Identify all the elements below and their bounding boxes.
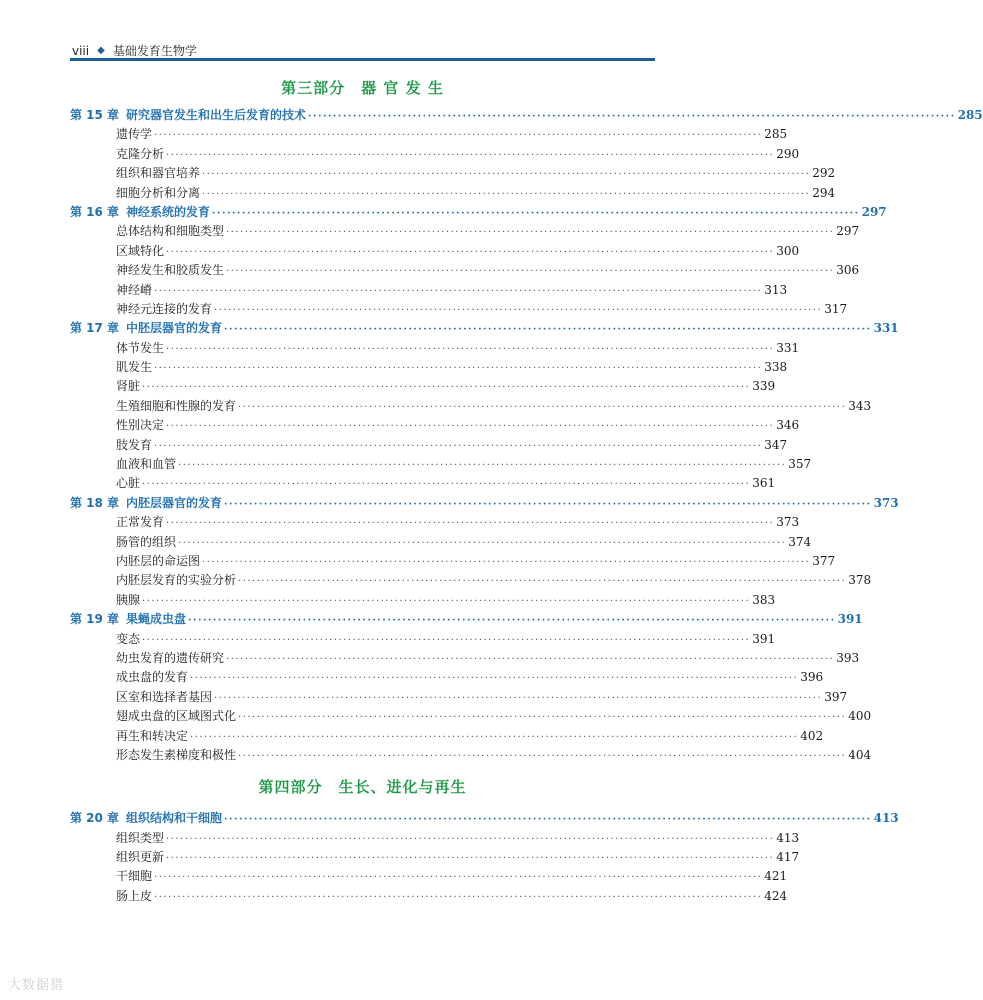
section-entry[interactable] [70,125,788,144]
dot-leader: ·································································································································· [166,833,775,845]
dot-leader: ·································································································································· [166,518,775,530]
dot-leader: ·································································································································· [214,692,823,704]
chapter-title: 神经系统的发育 [126,204,211,219]
chapter-entry[interactable] [70,106,983,125]
section-title: 生殖细胞和性腺的发育 [116,398,237,413]
dot-leader: ·································································································································· [166,343,775,355]
section-title: 总体结构和细胞类型 [116,224,225,239]
section-entry[interactable] [70,397,872,416]
dot-leader: ·································································································································· [154,285,763,297]
section-title: 组织类型 [116,830,165,845]
dot-leader: ·································································································································· [154,440,763,452]
section-page-number: 357 [788,457,812,472]
section-title: 内胚层的命运图 [116,553,201,568]
section-title: 体节发生 [116,340,165,355]
dot-leader: ·································································································································· [214,304,823,316]
section-page-number: 404 [848,747,872,762]
dot-leader: ·································································································································· [154,363,763,375]
diamond-icon: ◆ [97,45,105,56]
dot-leader: ·································································································································· [178,460,787,472]
dot-leader: ·································································································································· [166,853,775,865]
dot-leader: ·································································································································· [308,111,956,122]
part-title: 第四部分 生长、进化与再生 [258,778,467,797]
section-entry[interactable] [70,184,836,203]
section-entry[interactable] [70,688,848,707]
chapter-entry[interactable] [70,203,887,222]
chapter-title: 中胚层器官的发育 [126,321,223,336]
section-entry[interactable] [70,281,788,300]
dot-leader: ·································································································································· [202,188,811,200]
section-entry[interactable] [70,867,788,886]
section-page-number: 300 [776,243,800,258]
section-entry[interactable] [70,436,788,455]
section-entry[interactable] [70,533,812,552]
watermark: 大数据猎 [8,978,65,993]
dot-leader: ·································································································································· [226,653,835,665]
section-page-number: 294 [812,185,836,200]
chapter-page-number: 373 [873,495,899,510]
section-entry[interactable] [70,746,872,765]
section-title: 内胚层发育的实验分析 [116,573,237,588]
section-entry[interactable] [70,552,836,571]
running-head [72,42,197,59]
section-title: 变态 [116,631,141,646]
dot-leader: ·································································································································· [178,537,787,549]
dot-leader: ·································································································································· [142,382,751,394]
dot-leader: ·································································································································· [202,556,811,568]
section-page-number: 413 [776,830,800,845]
dot-leader: ·································································································································· [226,266,835,278]
section-entry[interactable] [70,474,776,493]
section-page-number: 396 [800,670,824,685]
dot-leader: ·································································································································· [202,169,811,181]
chapter-entry[interactable] [70,610,863,629]
chapter-page-number: 297 [861,204,887,219]
section-entry[interactable] [70,222,860,241]
chapter-number: 第 19 章 [70,612,120,627]
section-title: 遗传学 [116,127,153,142]
part-title: 第三部分 器 官 发 生 [281,79,444,97]
section-title: 神经嵴 [116,282,153,297]
chapter-title: 果蝇成虫盘 [126,612,187,627]
section-page-number: 290 [776,146,800,161]
section-title: 性别决定 [116,418,165,433]
dot-leader: ·································································································································· [238,750,847,762]
section-title: 组织和器官培养 [116,166,201,181]
chapter-page-number: 391 [837,612,863,627]
chapter-number: 第 15 章 [70,108,120,122]
dot-leader: ·································································································································· [166,149,775,161]
chapter-number: 第 16 章 [70,204,120,219]
dot-leader: ·································································································································· [142,634,751,646]
book-title: 基础发育生物学 [112,44,197,58]
section-page-number: 374 [788,534,812,549]
section-entry[interactable] [70,630,776,649]
section-page-number: 346 [776,418,800,433]
dot-leader: ·································································································································· [226,227,835,239]
dot-leader: ·································································································································· [238,712,847,724]
dot-leader: ·································································································································· [190,673,799,685]
section-page-number: 377 [812,553,836,568]
section-entry[interactable] [70,242,800,261]
section-entry[interactable] [70,377,776,396]
section-entry[interactable] [70,339,800,358]
section-title: 组织更新 [116,850,165,865]
dot-leader: ·································································································································· [224,814,872,826]
section-entry[interactable] [70,668,824,687]
section-entry[interactable] [70,591,776,610]
chapter-entry[interactable] [70,809,899,828]
chapter-number: 第 18 章 [70,495,120,510]
section-entry[interactable] [70,727,824,746]
section-page-number: 297 [836,224,860,239]
section-entry[interactable] [70,416,800,435]
section-page-number: 402 [800,728,824,743]
section-title: 肌发生 [116,360,153,375]
dot-leader: ·································································································································· [190,731,799,743]
section-entry[interactable] [70,455,812,474]
section-entry[interactable] [70,571,872,590]
section-entry[interactable] [70,887,788,906]
chapter-page-number: 331 [873,321,899,336]
dot-leader: ·································································································································· [212,207,860,219]
chapter-page-number: 285 [957,108,983,122]
chapter-number: 第 17 章 [70,321,120,336]
section-entry[interactable] [70,164,836,183]
section-page-number: 421 [764,869,788,884]
section-title: 正常发育 [116,515,165,530]
section-page-number: 343 [848,398,872,413]
section-page-number: 292 [812,166,836,181]
section-entry[interactable] [70,829,800,848]
chapter-title: 组织结构和干细胞 [126,811,223,826]
section-entry[interactable] [70,707,872,726]
header-rule [70,58,655,61]
dot-leader: ·································································································································· [166,246,775,258]
section-title: 神经发生和胶质发生 [116,263,225,278]
section-title: 区域特化 [116,243,165,258]
dot-leader: ·································································································································· [166,421,775,433]
section-page-number: 373 [776,515,800,530]
section-page-number: 393 [836,650,860,665]
section-title: 神经元连接的发育 [116,301,213,316]
dot-leader: ·································································································································· [154,872,763,884]
section-page-number: 317 [824,301,848,316]
section-title: 成虫盘的发育 [116,670,189,685]
table-of-contents [70,76,983,906]
section-page-number: 285 [764,127,788,142]
section-entry[interactable] [70,145,800,164]
section-title: 肢发育 [116,437,153,452]
section-page-number: 383 [752,592,776,607]
page-number: viii [72,43,90,58]
section-page-number: 391 [752,631,776,646]
section-entry[interactable] [70,513,800,532]
section-page-number: 361 [752,476,776,491]
dot-leader: ·································································································································· [224,498,872,510]
section-page-number: 378 [848,573,872,588]
dot-leader: ·································································································································· [154,891,763,903]
chapter-title: 研究器官发生和出生后发育的技术 [126,108,307,122]
section-page-number: 347 [764,437,788,452]
dot-leader: ·································································································································· [188,615,836,627]
section-title: 幼虫发育的遗传研究 [116,650,225,665]
section-entry[interactable] [70,649,860,668]
section-title: 克隆分析 [116,146,165,161]
section-page-number: 417 [776,850,800,865]
section-page-number: 397 [824,689,848,704]
section-title: 胰腺 [116,592,141,607]
section-page-number: 338 [764,360,788,375]
section-entry[interactable] [70,300,848,319]
section-title: 肠上皮 [116,888,153,903]
section-title: 翅成虫盘的区域图式化 [116,709,237,724]
chapter-number: 第 20 章 [70,811,120,826]
section-entry[interactable] [70,261,860,280]
section-title: 心脏 [116,476,141,491]
dot-leader: ·································································································································· [142,595,751,607]
section-title: 干细胞 [116,869,153,884]
dot-leader: ·································································································································· [154,130,763,142]
section-page-number: 313 [764,282,788,297]
section-title: 细胞分析和分离 [116,185,201,200]
section-title: 再生和转决定 [116,728,189,743]
section-title: 肠管的组织 [116,534,177,549]
chapter-page-number: 413 [873,811,899,826]
section-title: 区室和选择者基因 [116,689,213,704]
section-title: 形态发生素梯度和极性 [116,747,237,762]
section-page-number: 424 [764,888,788,903]
section-title: 血液和血管 [116,457,177,472]
section-page-number: 331 [776,340,800,355]
dot-leader: ·································································································································· [224,324,872,336]
section-title: 肾脏 [116,379,141,394]
chapter-entry[interactable] [70,319,899,338]
dot-leader: ·································································································································· [238,401,847,413]
dot-leader: ·································································································································· [238,576,847,588]
section-entry[interactable] [70,848,800,867]
chapter-title: 内胚层器官的发育 [126,495,223,510]
chapter-entry[interactable] [70,494,899,513]
section-page-number: 306 [836,263,860,278]
section-entry[interactable] [70,358,788,377]
section-page-number: 400 [848,709,872,724]
section-page-number: 339 [752,379,776,394]
dot-leader: ·································································································································· [142,479,751,491]
